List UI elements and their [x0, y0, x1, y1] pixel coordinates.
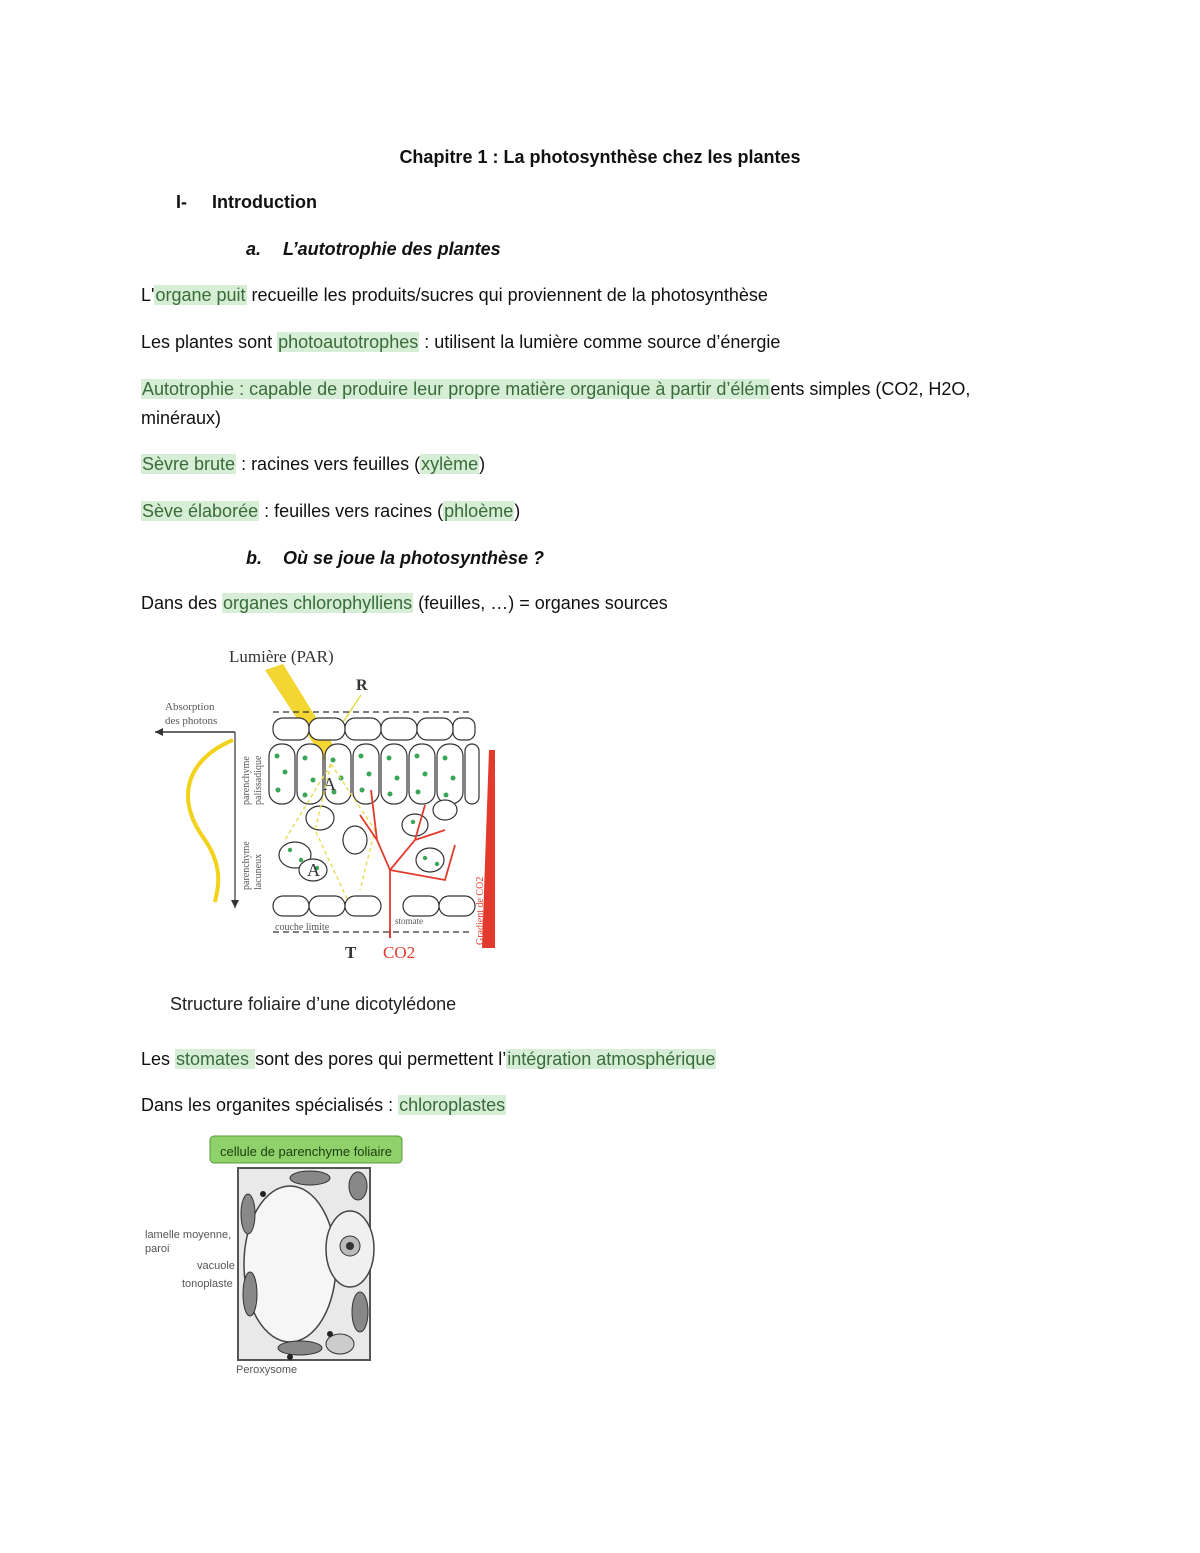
text: )	[479, 454, 486, 474]
label-co2: CO2	[383, 943, 416, 962]
label-absorption-2: des photons	[165, 715, 218, 727]
paragraph-seve-brute	[141, 453, 485, 475]
highlight: Sèvre brute	[142, 454, 236, 474]
label-palisade-1: parenchyme	[241, 756, 252, 805]
highlight: organe puit	[155, 285, 246, 305]
label-r: R	[356, 677, 368, 694]
subsection-number-a: a.	[246, 239, 262, 259]
text: recueille les produits/sucres qui proviennent de la photosynthèse	[246, 285, 768, 305]
text: )	[514, 501, 521, 521]
subsection-heading-a: L’autotrophie des plantes	[283, 239, 501, 259]
label-peroxysome: Peroxysome	[236, 1364, 298, 1376]
label-couche-limite: couche limite	[275, 922, 330, 933]
highlight: photoautotrophes	[278, 332, 419, 352]
label-palisade-2: palissadique	[253, 755, 264, 805]
highlight: chloroplastes	[399, 1095, 506, 1115]
absorption-curve	[188, 740, 233, 902]
subsection-number-b: b.	[246, 548, 262, 568]
arrow-head-icon	[155, 728, 163, 736]
label-stomate: stomate	[395, 916, 423, 926]
label-lamelle-2: paroi	[145, 1243, 170, 1255]
label-lacunar-2: lacuneux	[253, 853, 264, 890]
highlight: xylème	[421, 454, 479, 474]
arrow-head-icon	[231, 900, 239, 908]
label-a1: A	[323, 774, 336, 794]
paragraph-photoautotrophes	[141, 331, 780, 353]
paragraph-organes-chlorophylliens	[141, 592, 668, 614]
paragraph-stomates	[141, 1048, 716, 1070]
highlight: Autotrophie : capable de produire leur propre matière organique à partir d’élém	[142, 379, 770, 399]
text: Dans les organites spécialisés :	[141, 1095, 399, 1115]
label-lacunar-1: parenchyme	[241, 841, 252, 890]
label-vacuole: vacuole	[197, 1260, 235, 1272]
parenchyma-cell-figure	[140, 1134, 405, 1379]
paragraph-autotrophie	[141, 378, 970, 400]
banner-text: cellule de parenchyme foliaire	[220, 1144, 392, 1159]
label-light: Lumière (PAR)	[229, 647, 334, 666]
paragraph-autotrophie-line2: minéraux)	[141, 408, 222, 428]
text: Les	[141, 1049, 176, 1069]
label-gradient: Gradient de CO2	[475, 876, 486, 945]
text: Les plantes sont	[141, 332, 278, 352]
upper-epidermis	[273, 718, 475, 740]
text: Dans des	[141, 593, 223, 613]
section-heading: Introduction	[212, 192, 317, 212]
leaf-structure-figure	[145, 640, 505, 970]
text: L'	[141, 285, 155, 305]
figure-caption: Structure foliaire d’une dicotylédone	[170, 994, 457, 1014]
paragraph-chloroplastes	[141, 1094, 506, 1116]
label-absorption-1: Absorption	[165, 701, 215, 713]
highlight: phloème	[444, 501, 514, 521]
highlight: Sève élaborée	[142, 501, 259, 521]
highlight: stomates	[176, 1049, 255, 1069]
text: : racines vers feuilles (	[236, 454, 421, 474]
section-number: I-	[176, 192, 187, 212]
label-tonoplaste: tonoplaste	[182, 1278, 233, 1290]
text: sont des pores qui permettent l’	[255, 1049, 507, 1069]
text: : utilisent la lumière comme source d’énergie	[419, 332, 781, 352]
paragraph-organe-puit	[141, 284, 768, 306]
paragraph-seve-elaboree	[141, 500, 520, 522]
text: (feuilles, …) = organes sources	[413, 593, 668, 613]
page-title: Chapitre 1 : La photosynthèse chez les plantes	[399, 147, 801, 167]
cell-micrograph	[238, 1168, 374, 1360]
lower-epidermis	[273, 896, 475, 916]
label-t: T	[345, 943, 357, 962]
text: : feuilles vers racines (	[259, 501, 444, 521]
highlight: intégration atmosphérique	[507, 1049, 716, 1069]
label-a2: A	[307, 860, 320, 880]
spongy-cells	[279, 800, 457, 881]
highlight: organes chlorophylliens	[223, 593, 413, 613]
subsection-heading-b: Où se joue la photosynthèse ?	[283, 548, 545, 568]
text: ents simples (CO2, H2O,	[770, 379, 971, 399]
label-lamelle-1: lamelle moyenne,	[145, 1229, 232, 1241]
